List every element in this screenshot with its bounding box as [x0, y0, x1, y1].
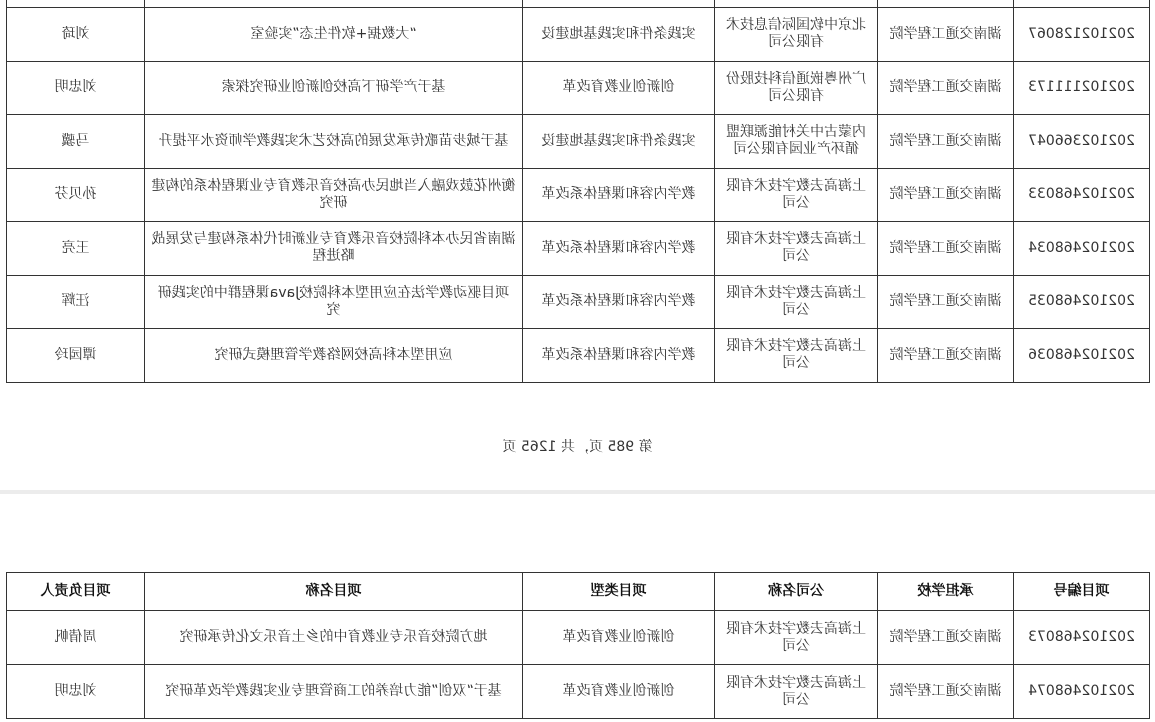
- project-name-cell: 衡州花鼓戏融入当地民办高校音乐教育专业课程体系的构建研究: [145, 168, 523, 222]
- table-row: [7, 275, 1150, 329]
- school-cell: 湖南交通工程学院: [878, 665, 1014, 719]
- table-row: [7, 222, 1150, 276]
- page-divider: [0, 490, 1155, 494]
- project-id-cell: 202102366047: [1014, 115, 1150, 169]
- school-cell: 湖南交通工程学院: [878, 275, 1014, 329]
- project-leader-cell: 刘忠明: [7, 665, 145, 719]
- column-header-name: 项目名称: [145, 573, 523, 611]
- table-row-partial: [7, 0, 1150, 8]
- project-type-cell: 教学内容和课程体系改革: [523, 329, 715, 383]
- project-type-cell: 实践条件和实践基地建设: [523, 115, 715, 169]
- table-row: [7, 8, 1150, 62]
- project-id-cell: 202102468035: [1014, 275, 1150, 329]
- table-row: [7, 665, 1150, 719]
- company-name-cell: 上海高去数字技术有限公司: [715, 168, 878, 222]
- school-cell: 湖南交通工程学院: [878, 61, 1014, 115]
- project-type-cell: 创新创业教育改革: [523, 61, 715, 115]
- school-cell: 湖南交通工程学院: [878, 611, 1014, 665]
- column-header-type: 项目类型: [523, 573, 715, 611]
- project-id-cell: 202102111173: [1014, 61, 1150, 115]
- project-leader-cell: 孙贝芬: [7, 168, 145, 222]
- project-leader-cell: 刘忠明: [7, 61, 145, 115]
- column-header-id: 项目编号: [1014, 573, 1150, 611]
- company-name-cell: 上海高去数字技术有限公司: [715, 329, 878, 383]
- school-cell: 湖南交通工程学院: [878, 222, 1014, 276]
- page-number-footer: 第 985 页，共 1265 页: [502, 439, 653, 455]
- project-name-cell: 基于城步苗歌传承发展的高校艺术实践教学师资水平提升: [145, 115, 523, 169]
- project-leader-cell: 周倩帆: [7, 611, 145, 665]
- project-id-cell: 202102468073: [1014, 611, 1150, 665]
- school-cell: 湖南交通工程学院: [878, 329, 1014, 383]
- project-name-cell: 湖南省民办本科院校音乐教育专业新时代体系构建与发展战略进程: [145, 222, 523, 276]
- column-header-leader: 项目负责人: [7, 573, 145, 611]
- project-leader-cell: 刘琦: [7, 8, 145, 62]
- column-header-company: 公司名称: [715, 573, 878, 611]
- project-id-cell: 202102468074: [1014, 665, 1150, 719]
- project-name-cell: 项目驱动教学法在应用型本科院校Java课程群中的实践研究: [145, 275, 523, 329]
- project-type-cell: 实践条件和实践基地建设: [523, 8, 715, 62]
- project-leader-cell: 汪辉: [7, 275, 145, 329]
- project-id-cell: 202102128067: [1014, 8, 1150, 62]
- company-name-cell: 广州粤嵌通信科技股份有限公司: [715, 61, 878, 115]
- table-row: [7, 115, 1150, 169]
- table-row: [7, 61, 1150, 115]
- project-name-cell: 基于“双创”能力培养的工商管理专业实践教学改革研究: [145, 665, 523, 719]
- table-row: [7, 329, 1150, 383]
- project-name-cell: 基于产学研下高校创新创业研究探索: [145, 61, 523, 115]
- company-name-cell: 北京中软国际信息技术有限公司: [715, 8, 878, 62]
- project-id-cell: 202102468036: [1014, 329, 1150, 383]
- project-leader-cell: 谭园玲: [7, 329, 145, 383]
- project-id-cell: 202102468034: [1014, 222, 1150, 276]
- school-cell: 湖南交通工程学院: [878, 8, 1014, 62]
- table-row: [7, 611, 1150, 665]
- project-leader-cell: 马骥: [7, 115, 145, 169]
- company-name-cell: 上海高去数字技术有限公司: [715, 275, 878, 329]
- project-type-cell: 教学内容和课程体系改革: [523, 168, 715, 222]
- project-table-continued: [6, 0, 1150, 383]
- project-name-cell: 地方院校音乐专业教育中的乡土音乐文化传承研究: [145, 611, 523, 665]
- project-type-cell: 教学内容和课程体系改革: [523, 275, 715, 329]
- company-name-cell: 内蒙古中关村能源联盟循环产业园有限公司: [715, 115, 878, 169]
- column-header-school: 承担学校: [878, 573, 1014, 611]
- table-header-row: [7, 573, 1150, 611]
- company-name-cell: 上海高去数字技术有限公司: [715, 611, 878, 665]
- table-row: [7, 168, 1150, 222]
- project-type-cell: 创新创业教育改革: [523, 665, 715, 719]
- company-name-cell: 上海高去数字技术有限公司: [715, 665, 878, 719]
- school-cell: 湖南交通工程学院: [878, 115, 1014, 169]
- project-type-cell: 教学内容和课程体系改革: [523, 222, 715, 276]
- project-id-cell: 202102468033: [1014, 168, 1150, 222]
- school-cell: 湖南交通工程学院: [878, 168, 1014, 222]
- project-table: [6, 572, 1150, 719]
- project-type-cell: 创新创业教育改革: [523, 611, 715, 665]
- project-leader-cell: 王亮: [7, 222, 145, 276]
- project-name-cell: “大数据+软件生态”实验室: [145, 8, 523, 62]
- project-name-cell: 应用型本科高校网络教学管理模式研究: [145, 329, 523, 383]
- company-name-cell: 上海高去数字技术有限公司: [715, 222, 878, 276]
